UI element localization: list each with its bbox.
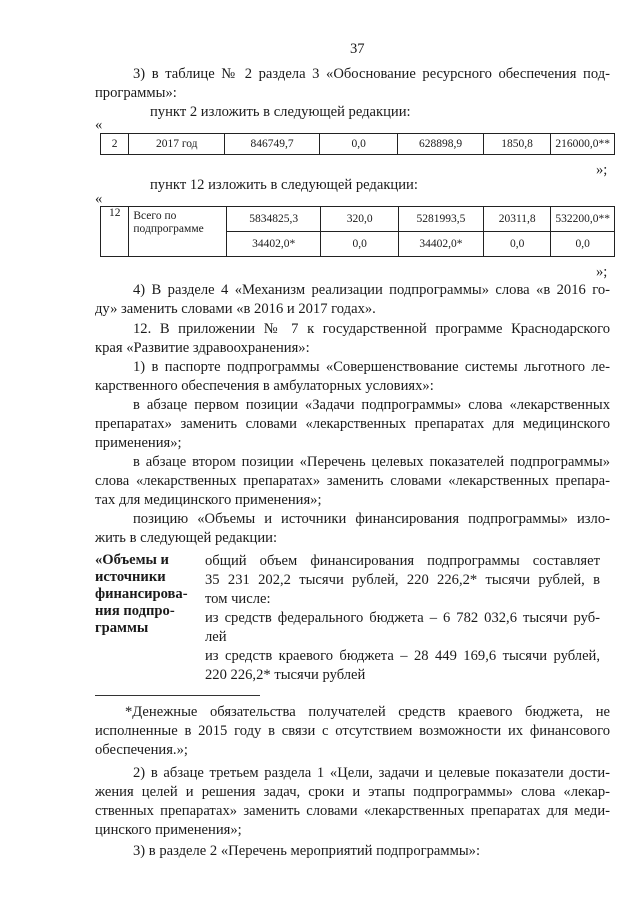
pozic-line-1: позицию «Объемы и источники финансирования подпрограммы» излo- <box>133 511 610 527</box>
paragraph-12-line-1: 12. В приложении № 7 к государственной программе Краснодарского <box>133 321 610 337</box>
financing-text-line: из средств федерального бюджета – 6 782 032,6 тысячи руб- <box>205 610 600 626</box>
table-cell: 0,0 <box>321 232 399 257</box>
table-cell: 532200,0** <box>551 207 615 232</box>
financing-label-line: источники <box>95 569 166 585</box>
abzac-2-line-2: слова «лекарственных препаратах» заменить словами «лекарственных препара- <box>95 473 610 489</box>
table-cell: 34402,0* <box>399 232 484 257</box>
paragraph-3-line-1: 3) в таблице № 2 раздела 3 «Обоснование ресурсного обеспечения под- <box>133 66 610 82</box>
table-cell: 0,0 <box>551 232 615 257</box>
paragraph-4-line-2: ду» заменить словами «в 2016 и 2017 годах». <box>95 301 376 317</box>
table-cell: 846749,7 <box>225 134 320 155</box>
subpoint-3: 3) в разделе 2 «Перечень мероприятий подпрограммы»: <box>133 843 481 859</box>
financing-label-line: финансирова- <box>95 586 188 602</box>
punkt-12-intro: пункт 12 изложить в следующей редакции: <box>150 177 418 193</box>
footnote-divider <box>95 695 260 696</box>
table-cell: 5834825,3 <box>227 207 321 232</box>
financing-text-line: 220 226,2* тысячи рублей <box>205 667 366 683</box>
abzac-1-line-2: препаратах» заменить словами «лекарственных препаратах для медицинского <box>95 416 610 432</box>
financing-label <box>95 552 195 637</box>
subpoint-1-line-1: 1) в паспорте подпрограммы «Совершенствование системы льготного ле- <box>133 359 610 375</box>
close-quote-2: »; <box>596 264 608 280</box>
page-number: 37 <box>350 41 365 57</box>
subpoint-2-line-2: жения целей и решения задач, сроки и этапы подпрограммы» слова «лекар- <box>95 784 610 800</box>
table-point-12 <box>100 206 615 257</box>
punkt-2-intro: пункт 2 изложить в следующей редакции: <box>150 104 411 120</box>
table-cell: 1850,8 <box>483 134 551 155</box>
table-cell: 34402,0* <box>227 232 321 257</box>
abzac-1-line-1: в абзаце первом позиции «Задачи подпрограммы» слова «лекарственных <box>133 397 610 413</box>
table-cell: 0,0 <box>483 232 550 257</box>
financing-text <box>205 552 600 685</box>
table-label-line: подпрограмме <box>133 223 204 235</box>
abzac-2-line-1: в абзаце втором позиции «Перечень целевых показателей подпрограммы» <box>133 454 610 470</box>
table-row <box>101 207 615 232</box>
subpoint-2-line-4: цинского применения»; <box>95 822 242 838</box>
financing-text-line: том числе: <box>205 591 271 607</box>
abzac-1-line-3: применения»; <box>95 435 182 451</box>
table-cell: 20311,8 <box>483 207 550 232</box>
table-cell: 5281993,5 <box>399 207 484 232</box>
open-quote-2: « <box>95 191 103 207</box>
financing-label-line: ния подпро- <box>95 603 175 619</box>
pozic-line-2: жить в следующей редакции: <box>95 530 278 546</box>
footnote-line-2: исполненные в 2015 году в связи с отсутствием возможности их финансового <box>95 723 610 739</box>
table-label-line: Всего по <box>133 210 177 222</box>
table-cell: 0,0 <box>320 134 398 155</box>
table-cell: 320,0 <box>321 207 399 232</box>
table-cell: 628898,9 <box>398 134 483 155</box>
financing-text-line: лей <box>205 629 227 645</box>
footnote-line-3: обеспечения.»; <box>95 742 188 758</box>
footnote-line-1: *Денежные обязательства получателей средств краевого бюджета, не <box>125 704 610 720</box>
table-cell: 2017 год <box>129 134 225 155</box>
table-row <box>101 134 615 155</box>
table-point-2 <box>100 133 615 155</box>
financing-text-line: общий объем финансирования подпрограммы составляет <box>205 553 600 569</box>
financing-text-line: 35 231 202,2 тысячи рублей, 220 226,2* тысячи рублей, в <box>205 572 600 588</box>
close-quote-1: »; <box>596 162 608 178</box>
subpoint-1-line-2: карственного обеспечения в амбулаторных условиях»: <box>95 378 434 394</box>
paragraph-12-line-2: края «Развитие здравоохранения»: <box>95 340 310 356</box>
table-cell: 12 <box>101 207 129 257</box>
financing-label-line: граммы <box>95 620 149 636</box>
open-quote-1: « <box>95 117 103 133</box>
subpoint-2-line-3: ственных препаратах» заменить словами «лекарственных препаратах для меди- <box>95 803 610 819</box>
financing-text-line: из средств краевого бюджета – 28 449 169,6 тысячи рублей, <box>205 648 600 664</box>
financing-label-line: «Объемы и <box>95 552 169 568</box>
subpoint-2-line-1: 2) в абзаце третьем раздела 1 «Цели, задачи и целевые показатели дости- <box>133 765 610 781</box>
table-cell: 2 <box>101 134 129 155</box>
table-cell-label <box>129 207 227 257</box>
paragraph-3-line-2: программы»: <box>95 85 177 101</box>
abzac-2-line-3: тах для медицинского применения»; <box>95 492 322 508</box>
paragraph-4-line-1: 4) В разделе 4 «Механизм реализации подпрограммы» слова «в 2016 го- <box>133 282 610 298</box>
table-cell: 216000,0** <box>551 134 615 155</box>
